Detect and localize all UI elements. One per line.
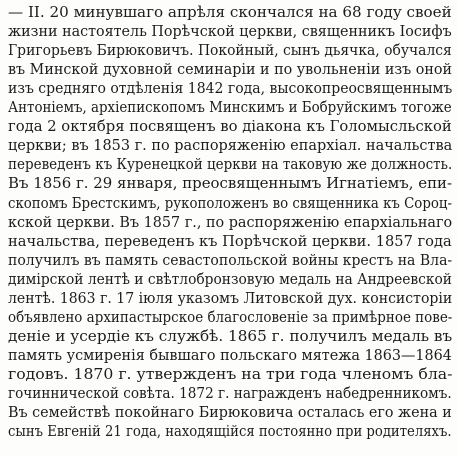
text-line: гочиннической совѣта. 1872 г. награжденъ набедренникомъ. <box>8 384 452 402</box>
text-line: димірской лентѣ и свѣтлобронзовую медаль на Андреевской <box>8 269 452 288</box>
text-line: объявлено архипастырское благословеніе за примѣрное пове- <box>8 307 453 326</box>
text-line: сынъ Евгеній 21 года, находящійся постоянно при родителяхъ. <box>8 422 452 441</box>
text-line: — II. 20 минувшаго апрѣля скончался на 68 году своей <box>8 3 452 21</box>
text-line: въ Минской духовной семинаріи и по увольненіи изъ оной <box>8 60 453 79</box>
text-line: года 2 октября посвященъ во діакона къ Голомысльской <box>8 117 452 136</box>
text-line: жизни настоятель Порѣчской церкви, священникъ Іосифъ <box>8 22 452 41</box>
text-line: изъ средняго отдѣленія 1842 года, высокопреосвященнымъ <box>8 79 453 98</box>
text-line: деніе и усердіе къ службѣ. 1865 г. получилъ медаль въ <box>8 326 453 345</box>
text-line: Григорьевъ Бирюковичъ. Покойный, сынъ дьячка, обучался <box>8 41 452 60</box>
text-line: память усмиренія бывшаго польскаго мятежа 1863—1864 <box>8 345 452 364</box>
text-line: получилъ въ память севастопольской войны крестъ на Вла- <box>8 250 453 269</box>
text-line: начальства, переведенъ къ Порѣчской церкви. 1857 года <box>8 231 452 250</box>
text-line: Въ семействѣ покойнаго Бирюковича осталась его жена и <box>8 403 452 422</box>
text-line: кской церкви. Въ 1857 г., по распоряженію епархіальнаго <box>8 212 453 231</box>
text-line: годовъ. 1870 г. утвержденъ на три года членомъ бла- <box>8 364 453 383</box>
text-line: Въ 1856 г. 29 января, преосвященнымъ Игнатіемъ, епи- <box>8 174 453 193</box>
text-line: Антоніемъ, архіепископомъ Минскимъ и Бобруйскимъ тогоже <box>8 98 452 117</box>
text-line: переведенъ къ Куренецкой церкви на таковую же должность. <box>8 155 453 174</box>
text-line: церкви; въ 1853 г. по распоряженію епархіал. начальства <box>8 136 453 155</box>
text-line: лентѣ. 1863 г. 17 іюля указомъ Литовской дух. консисторіи <box>8 288 453 307</box>
text-line: скопомъ Брестскимъ, рукоположенъ во священника къ Сороц- <box>8 193 452 212</box>
